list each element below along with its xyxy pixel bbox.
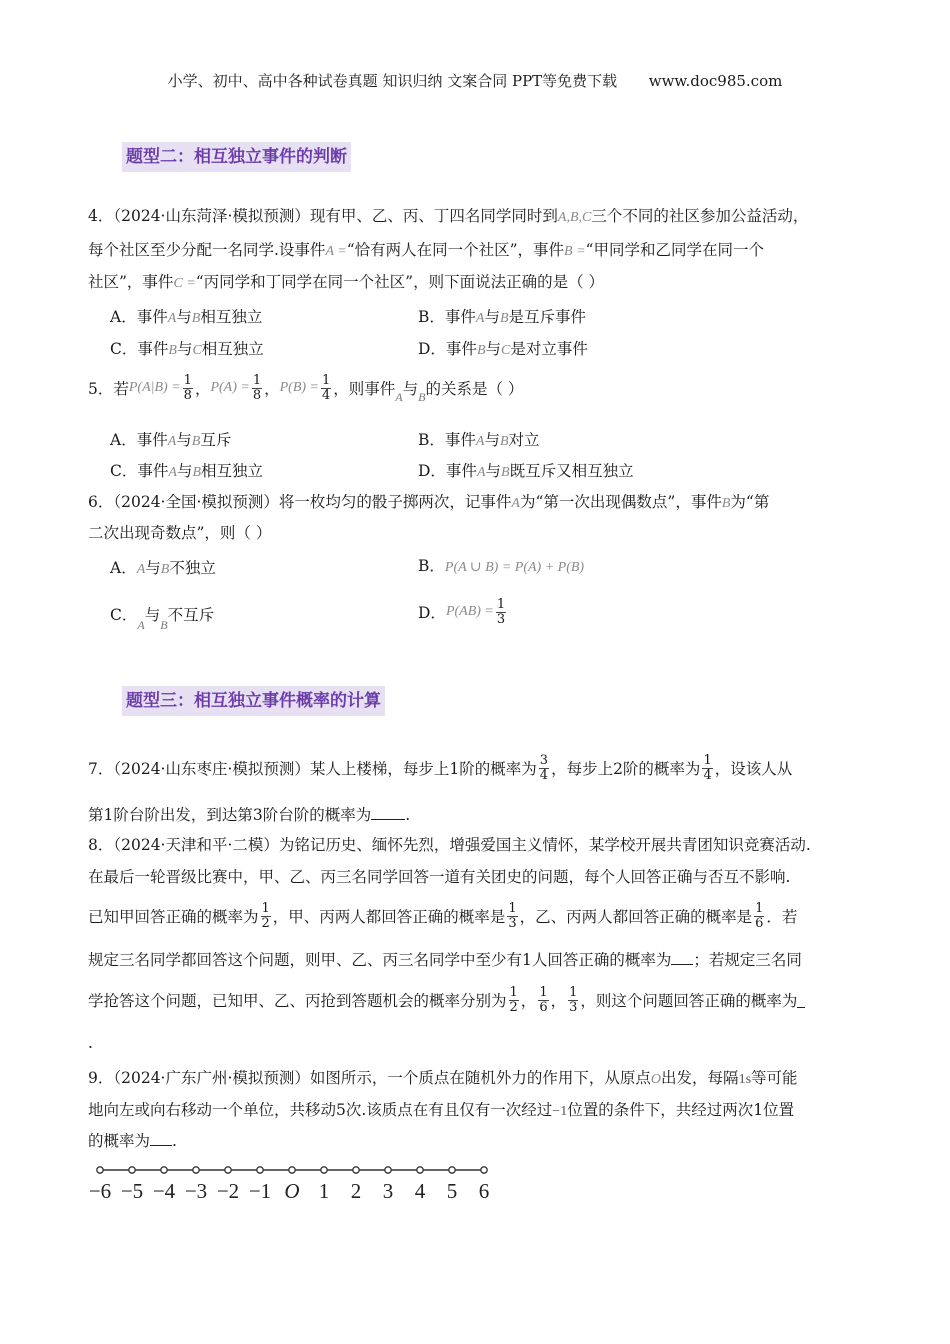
q7-text: 7．（2024·山东枣庄·模拟预测）某人上楼梯，每步上1阶的概率为 [88, 760, 537, 778]
option-math: B [501, 465, 510, 480]
option-text: 与 [144, 606, 161, 624]
section-title-3: 题型三：相互独立事件概率的计算 [122, 686, 385, 716]
q8-text: ，乙、丙两人都回答正确的概率是 [519, 908, 753, 926]
q4-line-3 [88, 270, 604, 292]
q8-text: ，甲、丙两人都回答正确的概率是 [272, 908, 506, 926]
q6-math: B [721, 496, 731, 511]
q8-line-4 [88, 948, 802, 970]
number-line-point [129, 1167, 135, 1173]
q8-text: ；若规定三名同 [693, 951, 802, 969]
q6-text: 为“第一次出现偶数点”，事件 [519, 493, 722, 511]
q4-text: “甲同学和乙同学在同一个 [585, 241, 764, 259]
q7-fraction [702, 754, 712, 783]
q8-fraction [754, 902, 764, 931]
q4-math: A = [325, 244, 347, 259]
option-text: 不独立 [169, 559, 216, 577]
q9-line-1 [88, 1066, 798, 1088]
q4-text: 三个不同的社区参加公益活动， [591, 207, 809, 225]
q7-text: . [405, 806, 411, 824]
section-title-2: 题型二：相互独立事件的判断 [122, 142, 351, 172]
option-text: 与 [176, 340, 193, 358]
denominator: 3 [569, 999, 578, 1015]
number-line-point [161, 1167, 167, 1173]
option-math: A [167, 434, 177, 449]
numerator: 1 [322, 372, 331, 388]
q8-fraction [509, 986, 519, 1015]
option-text: 与 [145, 559, 161, 577]
q8-fraction [261, 902, 271, 931]
option-label: A．事件 [110, 308, 168, 326]
denominator: 6 [539, 999, 548, 1015]
numerator: 1 [252, 372, 262, 388]
denominator: 8 [252, 387, 262, 403]
option-text: 与 [484, 431, 500, 449]
number-line-point [449, 1167, 455, 1173]
q9-text: 地向左或向右移动一个单位，共移动5次.该质点在有且仅有一次经过 [88, 1101, 553, 1119]
q8-line-3 [88, 896, 797, 936]
q9-line-2 [88, 1098, 794, 1120]
q4-math: B = [564, 244, 586, 259]
numerator: 3 [539, 752, 549, 768]
option-label: B． [418, 557, 445, 575]
option-math: B [160, 562, 170, 577]
page-header [0, 70, 950, 91]
q4-math: C = [173, 276, 196, 291]
option-text: 不互斥 [167, 606, 215, 624]
number-line-point [321, 1167, 327, 1173]
q5-option-a[interactable] [110, 428, 231, 450]
option-text: 是互斥事件 [508, 308, 587, 326]
q8-text: ，则这个问题回答正确的概率为 [580, 992, 798, 1010]
number-line-point [481, 1167, 487, 1173]
number-line-label: 2 [350, 1179, 362, 1203]
q6-line-1 [88, 490, 769, 512]
denominator: 2 [509, 999, 518, 1015]
option-label: D．事件 [418, 340, 477, 358]
option-math: B [168, 343, 177, 358]
q4-text: 社区”，事件 [88, 273, 174, 291]
q7-line-1 [88, 748, 792, 788]
number-line-label: 4 [414, 1179, 426, 1203]
q8-fraction [538, 986, 548, 1015]
denominator: 4 [322, 387, 331, 403]
number-line-label: −5 [120, 1179, 144, 1203]
q8-text: ．若 [766, 908, 798, 926]
q5-math: P(A|B) = [128, 380, 181, 395]
q8-text: 学抢答这个问题，已知甲、乙、丙抢到答题机会的概率分别为 [88, 992, 507, 1010]
number-line-label: −4 [152, 1179, 176, 1203]
q9-text: 出发，每隔 [661, 1069, 739, 1087]
option-label: A． [110, 559, 137, 577]
answer-blank[interactable] [371, 805, 405, 820]
q9-text: 9．（2024·广东广州·模拟预测）如图所示，一个质点在随机外力的作用下，从原点 [88, 1069, 651, 1087]
q4-option-d[interactable] [418, 337, 588, 359]
option-text: 与 [484, 308, 500, 326]
q4-option-b[interactable] [418, 305, 586, 327]
option-math: A [168, 465, 177, 480]
answer-blank[interactable] [671, 950, 693, 965]
number-line [80, 1162, 500, 1206]
number-line-label: 5 [446, 1179, 458, 1203]
number-line-label: O [284, 1179, 300, 1203]
q4-text: 4．（2024·山东菏泽·模拟预测）现有甲、乙、丙、丁四名同学同时到 [88, 207, 558, 225]
number-line-labels [89, 1179, 489, 1203]
answer-blank[interactable] [797, 993, 805, 1008]
q5-stem [88, 368, 523, 408]
q5-math: P(B) = [279, 380, 319, 395]
number-line-label: −1 [248, 1179, 272, 1203]
option-text: 与 [176, 308, 192, 326]
q9-text: 位置的条件下，共经过两次1位置 [567, 1101, 795, 1119]
q7-fraction [539, 754, 549, 783]
q8-fraction [568, 986, 578, 1015]
q5-text: ，则事件 [333, 380, 396, 398]
option-math: A [475, 434, 485, 449]
q5-text: 与 [402, 380, 419, 398]
number-line-point [225, 1167, 231, 1173]
q7-text: ，设该人从 [714, 760, 793, 778]
option-math: P(A ∪ B) = P(A) + P(B) [444, 560, 585, 575]
q9-line-3 [88, 1129, 177, 1151]
q6-text: 6．（2024·全国·模拟预测）将一枚均匀的骰子掷两次，记事件 [88, 493, 512, 511]
q8-line-1: 8．（2024·天津和平·二模）为铭记历史、缅怀先烈，增强爱国主义情怀，某学校开展共青团知识竞赛活动. [88, 836, 811, 854]
q4-text: “丙同学和丁同学在同一个社区”，则下面说法正确的是（ ） [195, 273, 605, 291]
option-text: 与 [485, 340, 502, 358]
q8-line-2: 在最后一轮晋级比赛中，甲、乙、丙三名同学回答一道有关团史的问题，每个人回答正确与否互不影响. [88, 868, 791, 886]
q4-line-1 [88, 204, 808, 226]
number-line-point [417, 1167, 423, 1173]
number-line-point [257, 1167, 263, 1173]
q7-text: 第1阶台阶出发，到达第3阶台阶的概率为 [88, 806, 372, 824]
q5-fraction [183, 374, 193, 403]
option-text: 互斥 [200, 431, 232, 449]
q5-text: 5．若 [88, 380, 129, 398]
option-text: 与 [176, 462, 193, 480]
number-line-point [289, 1167, 295, 1173]
q5-text: 的关系是（ ） [425, 380, 524, 398]
denominator: 3 [496, 611, 506, 627]
numerator: 1 [509, 984, 518, 1000]
option-math: A [475, 311, 485, 326]
q6-option-d[interactable] [418, 592, 508, 632]
option-math: B [499, 311, 509, 326]
q4-text: 每个社区至少分配一名同学.设事件 [88, 241, 326, 259]
option-math: B [476, 343, 486, 358]
q6-option-c[interactable] [110, 603, 215, 632]
numerator: 1 [261, 900, 270, 916]
q7-text: ，每步上2阶的概率为 [551, 760, 701, 778]
q8-text: 已知甲回答正确的概率为 [88, 908, 259, 926]
q5-math: P(A) = [210, 380, 250, 395]
option-math: P(AB) = [445, 604, 494, 619]
header-url: www.doc985.com [648, 72, 783, 90]
q8-line-5 [88, 978, 805, 1022]
option-math: A [137, 618, 145, 632]
q5-math: A [395, 389, 403, 404]
option-label: C． [110, 606, 138, 624]
option-fraction [496, 598, 506, 627]
denominator: 8 [183, 387, 192, 403]
number-line-label: −6 [88, 1179, 112, 1203]
option-label: C．事件 [110, 462, 169, 480]
option-label: D．事件 [418, 462, 477, 480]
option-label: C．事件 [110, 340, 169, 358]
option-math: B [192, 465, 202, 480]
q4-option-c[interactable] [110, 337, 264, 359]
answer-blank[interactable] [150, 1131, 172, 1146]
numerator: 1 [755, 900, 764, 916]
option-math: B [191, 311, 201, 326]
option-text: 对立 [508, 431, 540, 449]
header-text: 小学、初中、高中各种试卷真题 知识归纳 文案合同 PPT等免费下载 [167, 72, 618, 90]
number-line-point [193, 1167, 199, 1173]
number-line-label: 3 [382, 1179, 394, 1203]
number-line-label: 1 [318, 1179, 330, 1203]
q5-option-d[interactable] [418, 459, 634, 481]
q9-text: 的概率为 [88, 1132, 151, 1150]
q8-fraction [507, 902, 517, 931]
q4-text: “恰有两人在同一个社区”，事件 [346, 241, 565, 259]
denominator: 3 [508, 915, 517, 931]
option-text: 相互独立 [200, 308, 263, 326]
q8-text: ， [550, 992, 567, 1010]
q6-option-b[interactable] [418, 554, 584, 576]
q6-line-2: 二次出现奇数点”，则（ ） [88, 524, 272, 542]
q7-line-2 [88, 803, 410, 825]
option-label: B．事件 [418, 431, 476, 449]
q8-text: ， [520, 992, 537, 1010]
numerator: 1 [569, 984, 578, 1000]
option-text: 既互斥又相互独立 [509, 462, 634, 480]
option-label: D． [418, 604, 446, 622]
q9-math: O [650, 1072, 662, 1087]
q5-fraction [252, 374, 262, 403]
denominator: 4 [703, 767, 712, 783]
option-math: B [191, 434, 201, 449]
q8-line-6: . [88, 1034, 93, 1052]
q9-text: 等可能 [751, 1069, 798, 1087]
q6-math: A [511, 496, 520, 511]
q5-text: ， [194, 380, 211, 398]
q5-fraction [321, 374, 331, 403]
numerator: 1 [703, 752, 712, 768]
option-text: 是对立事件 [510, 340, 588, 358]
denominator: 6 [755, 915, 764, 931]
option-math: C [501, 343, 511, 358]
q6-option-a[interactable] [110, 556, 216, 578]
denominator: 4 [539, 767, 549, 783]
q9-math: 1s [738, 1072, 752, 1087]
number-line-point [385, 1167, 391, 1173]
q4-option-a[interactable] [110, 305, 262, 327]
q9-text: . [172, 1132, 177, 1150]
option-text: 相互独立 [201, 340, 264, 358]
numerator: 1 [496, 596, 506, 612]
number-line-label: −3 [184, 1179, 208, 1203]
number-line-point [97, 1167, 103, 1173]
q4-math: A,B,C [557, 210, 592, 225]
option-math: B [499, 434, 509, 449]
q5-option-b[interactable] [418, 428, 540, 450]
number-line-label: 6 [478, 1179, 490, 1203]
option-math: A [476, 465, 486, 480]
q6-text: 为“第 [730, 493, 770, 511]
q4-line-2 [88, 238, 764, 260]
denominator: 2 [261, 915, 270, 931]
option-math: B [160, 618, 168, 632]
number-line-point [353, 1167, 359, 1173]
q5-text: ， [264, 380, 280, 398]
option-math: C [192, 343, 202, 358]
numerator: 1 [539, 984, 548, 1000]
q9-math: −1 [552, 1104, 568, 1119]
option-label: A．事件 [110, 431, 168, 449]
q5-option-c[interactable] [110, 459, 263, 481]
option-text: 与 [176, 431, 192, 449]
option-math: A [167, 311, 177, 326]
option-text: 与 [485, 462, 502, 480]
number-line-label: −2 [216, 1179, 240, 1203]
option-label: B．事件 [418, 308, 476, 326]
numerator: 1 [508, 900, 517, 916]
option-text: 相互独立 [201, 462, 264, 480]
numerator: 1 [183, 372, 192, 388]
option-math: A [136, 562, 146, 577]
q5-math: B [418, 389, 426, 404]
q8-text: 规定三名同学都回答这个问题，则甲、乙、丙三名同学中至少有1人回答正确的概率为 [88, 951, 672, 969]
